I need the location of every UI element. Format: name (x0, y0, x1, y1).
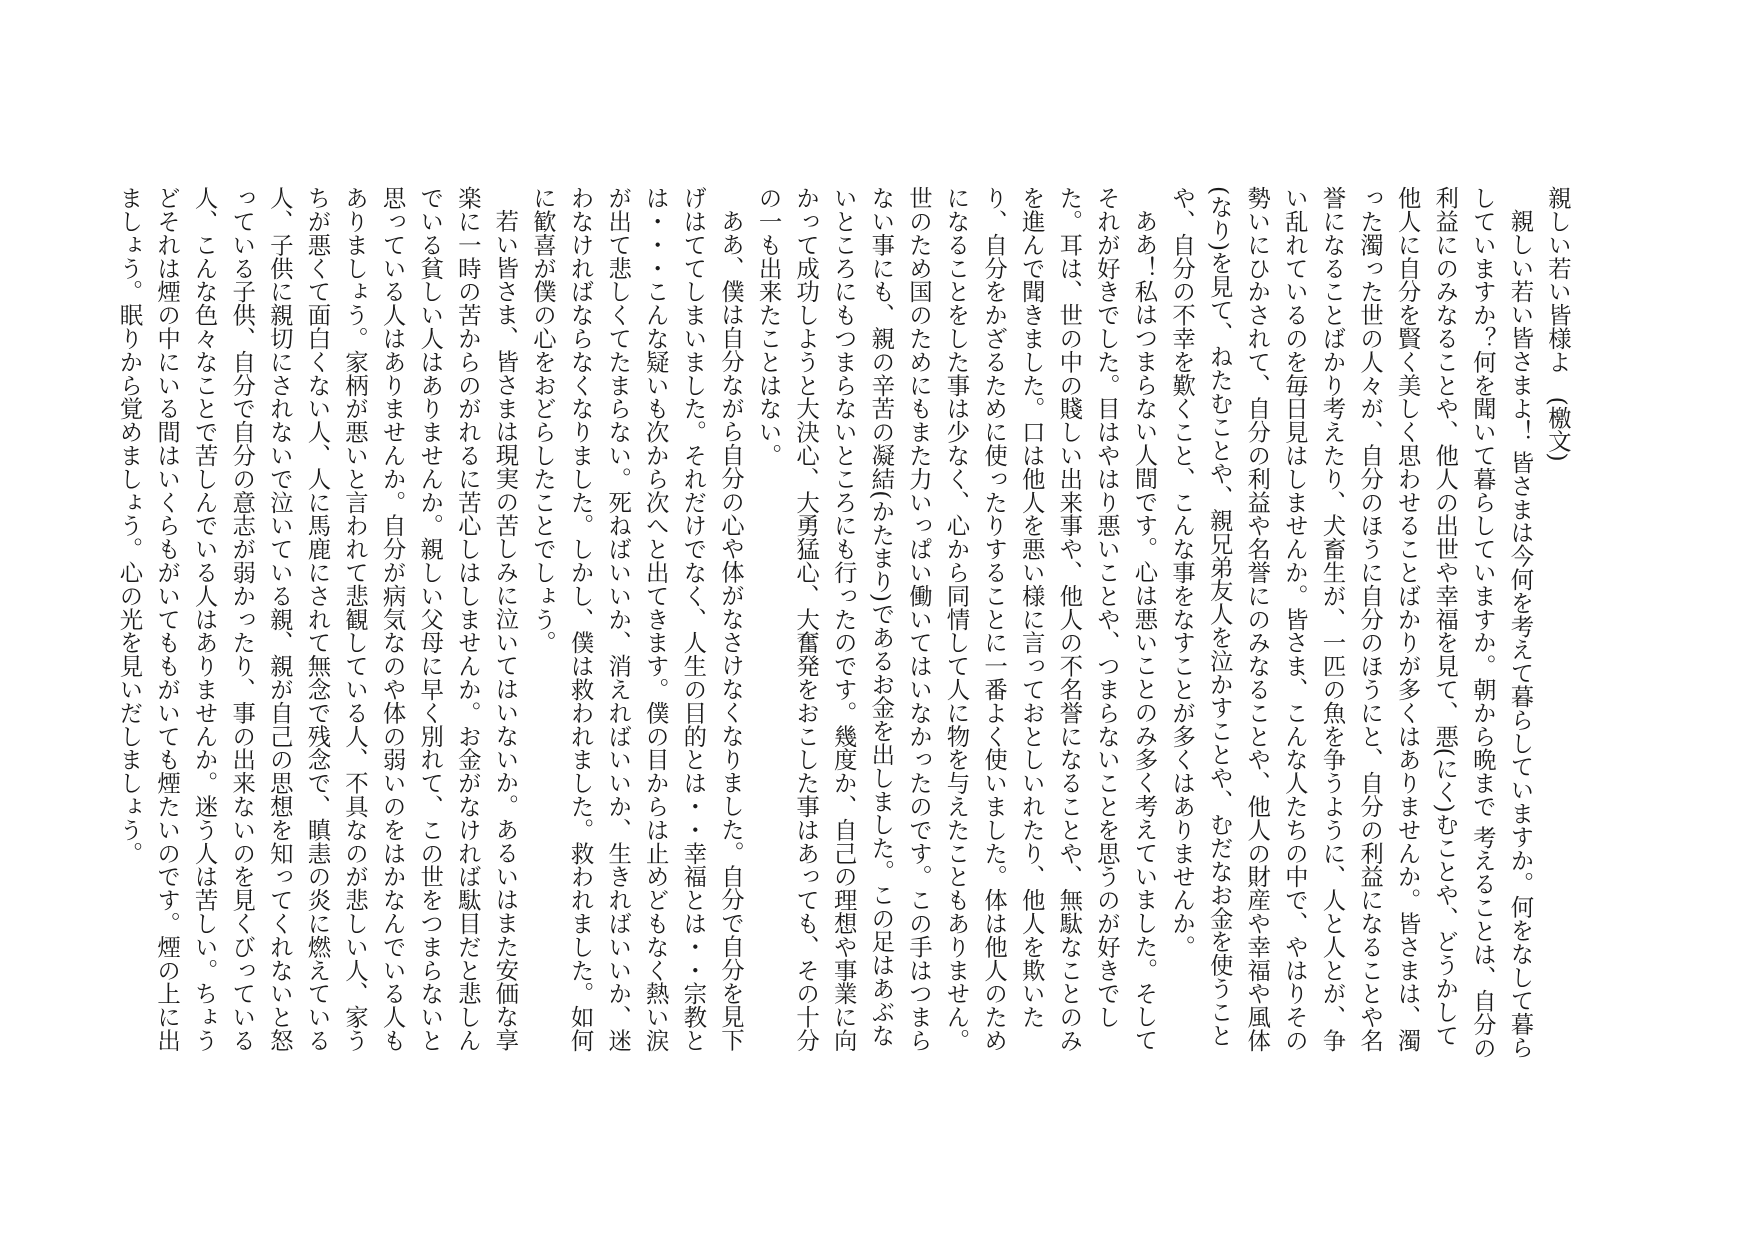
document-title: 親しい若い皆様よ (檄文) (1544, 186, 1572, 462)
vertical-text-block (115, 186, 1576, 1064)
paragraph-1: 親しい若い皆さまよ！ 皆さまは今何を考えて暮らしていますか。何をなして暮らしていますか？何を聞いて暮らしていますか。朝から晩まで 考えることは、自分の利益にのみなることや、他人の出世や幸福を見て、悪(にく)むことや、どうかして他人に自分を賢く美しく思わせることばかりが多くはありませんか。皆さまは、濁った濁った世の人々が、自分のほうに自分のほうにと、自分の利益になることや名誉になることばかり考えたり、犬畜生が、一匹の魚を争うように、人と人とが、争い乱れているのを毎日見はしませんか。皆さま、こんな人たちの中で、やはりその勢いにひかされて、自分の利益や名誉にのみなることや、他人の財産や幸福や風体(なり)を見て、ねたむことや、親兄弟友人を泣かすことや、むだなお金を使うことや、自分の不幸を歎くこと、こんな事をなすことが多くはありませんか。 (1168, 186, 1535, 1060)
paragraph-2: ああ！私はつまらない人間です。心は悪いことのみ多く考えていました。そしてそれが好きでした。目はやはり悪いことや、つまらないことを思うのが好きでした。耳は、世の中の賤しい出来事や、他人の不名誉になることや、無駄なことのみを進んで聞きました。口は他人を悪い様に言っておとしいれたり、他人を欺いたり、自分をかざるために使ったりすることに一番よく使いました。体は他人のためになることをした事は少なく、心から同情して人に物を与えたこともありません。世のため国のためにもまた力いっぱい働いてはいなかったのです。この手はつまらない事にも、親の辛苦の凝結(かたまり)であるお金を出しました。この足はあぶないところにもつまらないところにも行ったのです。幾度か、自己の理想や事業に向かって成功しようと大決心、大勇猛心、大奮発をおこした事はあっても、その十分の一も出来たことはない。 (754, 186, 1159, 1052)
paragraph-3: ああ、僕は自分ながら自分の心や体がなさけなくなりました。自分で自分を見下げはててしまいました。それだけでなく、人生の目的とは・・幸福とは・・宗教とは・・・こんな疑いも次から次へと出てきます。僕の目からは止めどもなく熱い涙が出て悲しくてたまらない。死ねばいいか、消えればいいか、生きればいいか、迷わなければならなくなりました。しかし、僕は救われました。救われました。如何に歓喜が僕の心をおどらしたことでしょう。 (528, 186, 745, 1052)
paragraph-4: 若い皆さま、皆さまは現実の苦しみに泣いてはいないか。あるいはまた安価な享楽に一時の苦からのがれるに苦心しはしませんか。お金がなければ駄目だと悲しんでいる貧しい人はありませんか。親しい父母に早く別れて、この世をつまらないと思っている人はありませんか。自分が病気なのや体の弱いのをはかなんでいる人もありましょう。家柄が悪いと言われて悲観している人、不具なのが悲しい人、家うちが悪くて面白くない人、人に馬鹿にされて無念で残念で、瞋恚の炎に燃えている人、子供に親切にされないで泣いている親、親が自己の思想を知ってくれないと怒っている子供、自分で自分の意志が弱かったり、事の出来ないのを見くびっている人、こんな色々なことで苦しんでいる人はありませんか。迷う人は苦しい。ちょうどそれは煙の中にいる間はいくらもがいてももがいても煙たいのです。煙の上に出ましょう。眠りから覚めましょう。心の光を見いだしましょう。 (115, 186, 520, 1052)
